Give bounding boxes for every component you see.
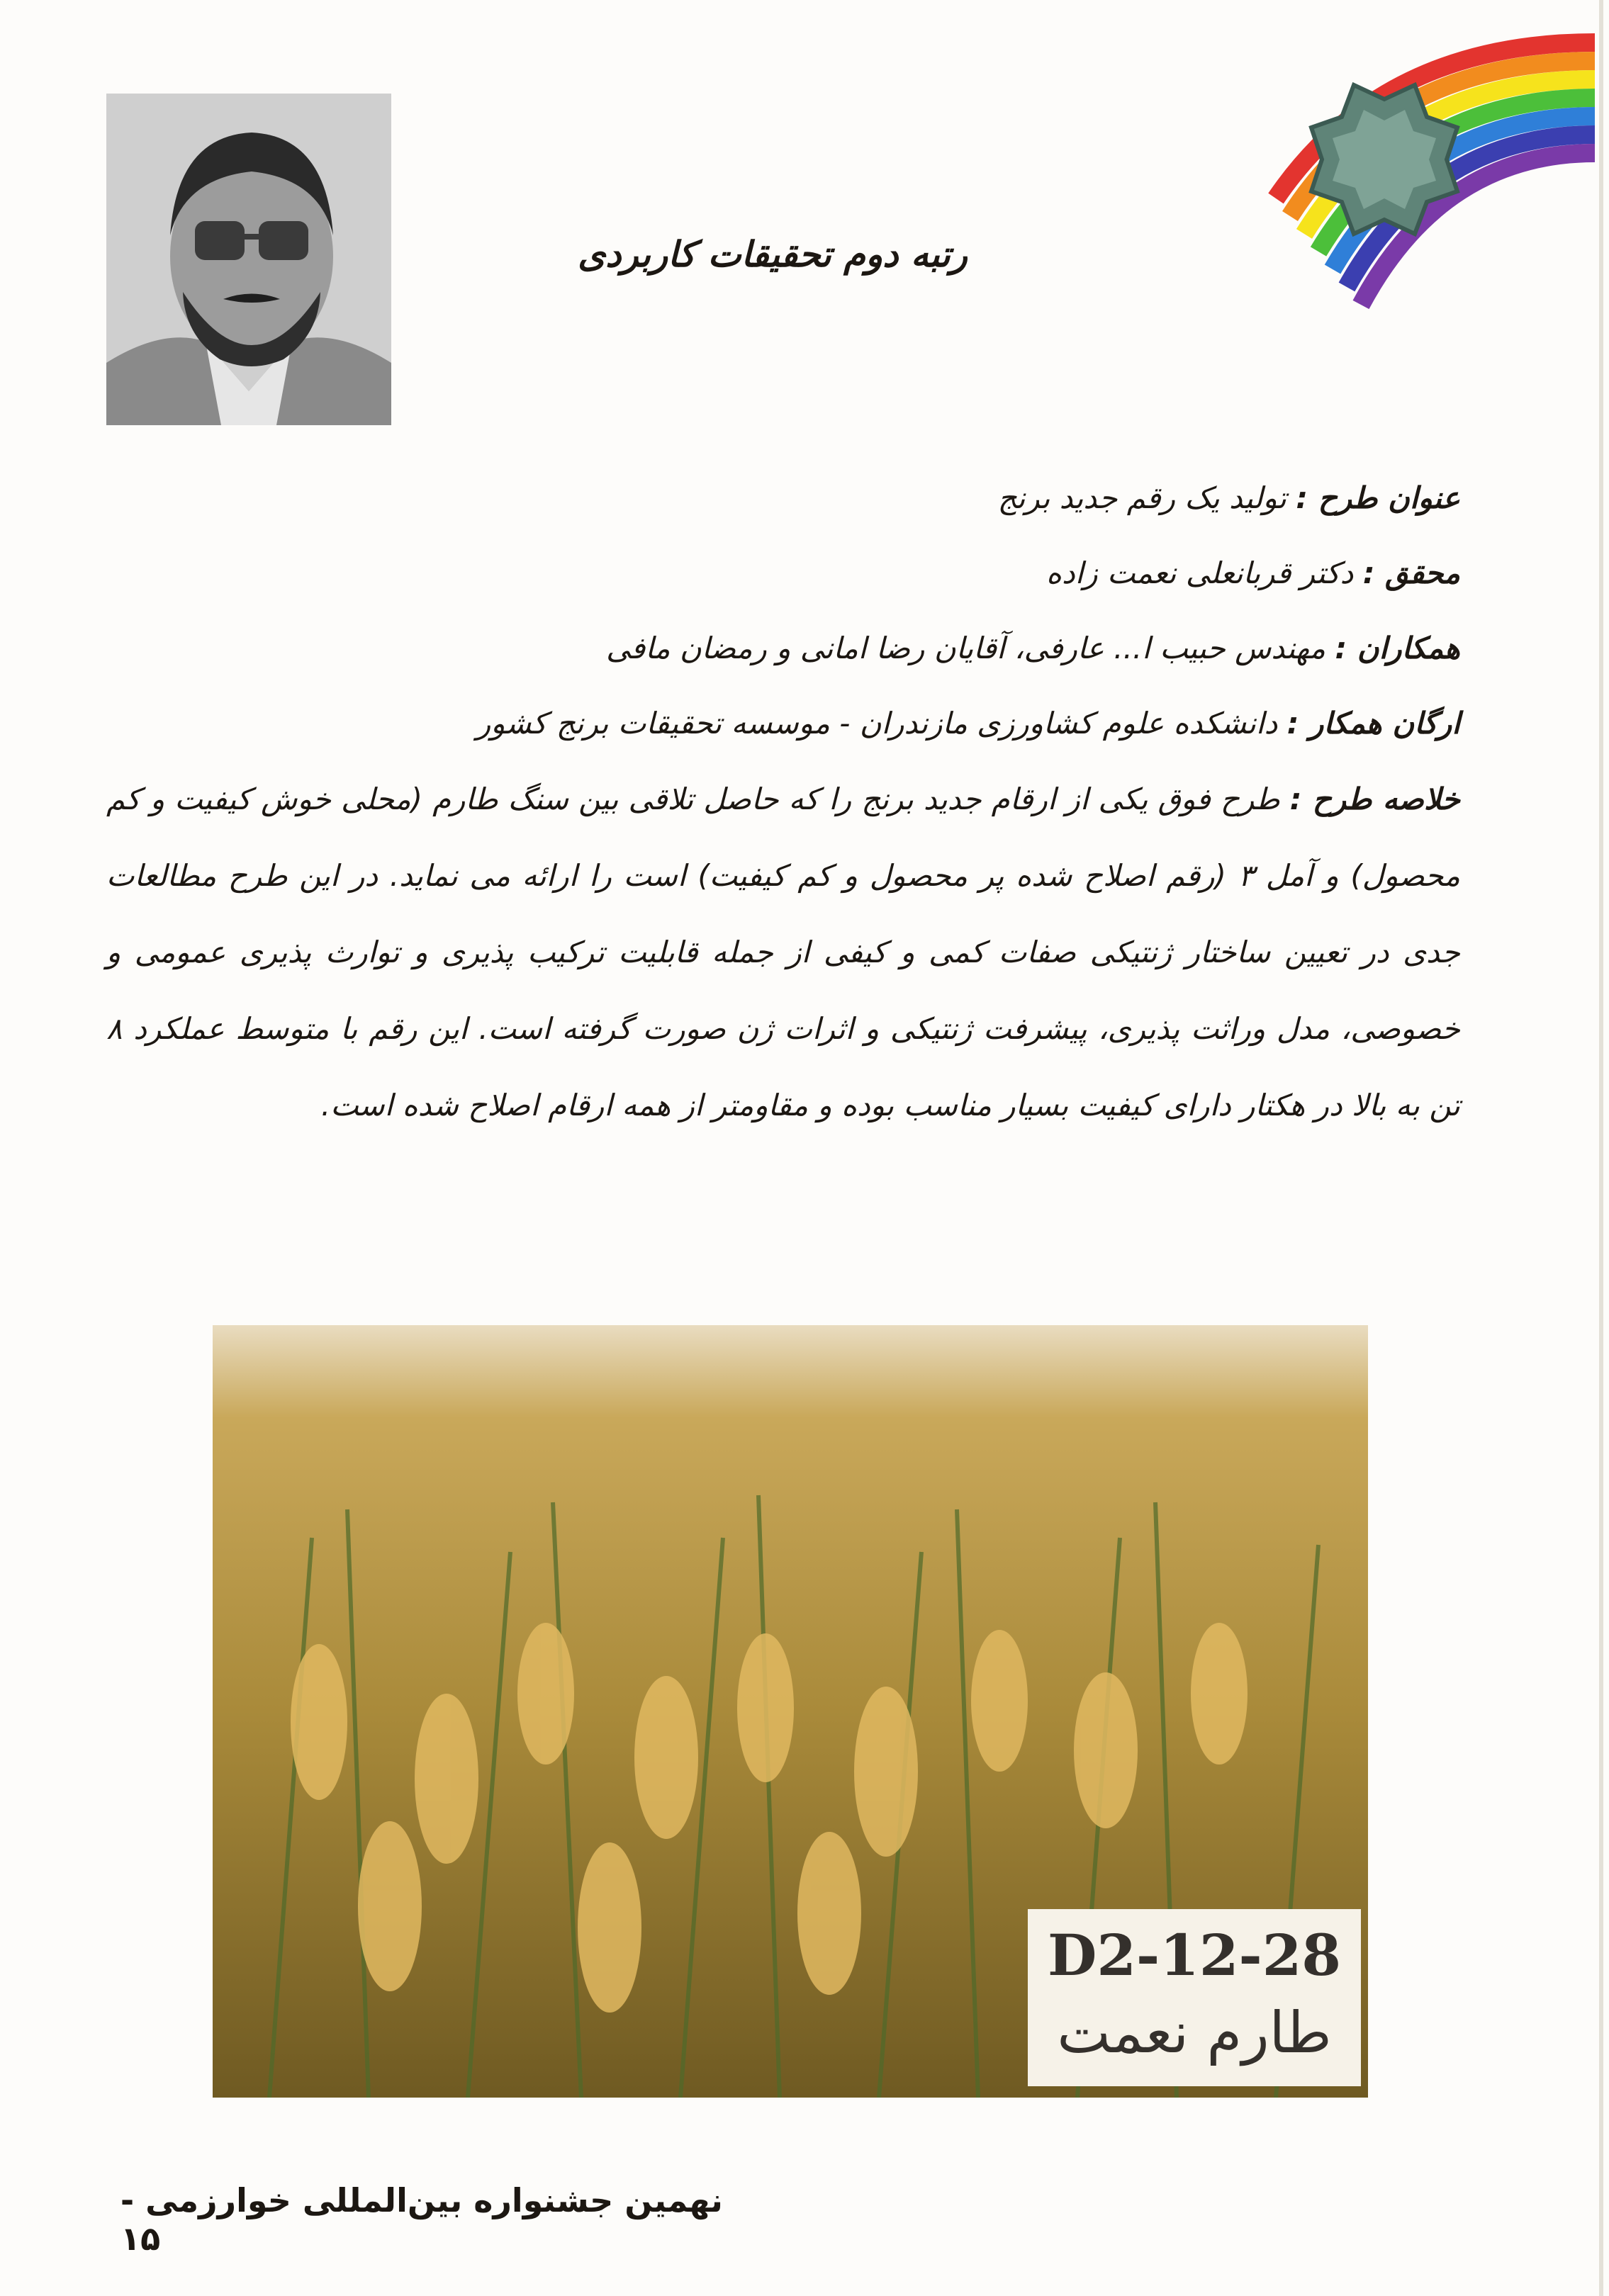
field-label: عنوان طرح : xyxy=(1296,480,1460,515)
festival-emblem-icon xyxy=(1198,14,1595,368)
field-label: محقق : xyxy=(1362,556,1460,590)
page-title: رتبه دوم تحقیقات کاربردی xyxy=(578,234,968,275)
colleagues-field xyxy=(106,611,1460,686)
researcher-field xyxy=(106,536,1460,611)
field-label: ارگان همکار : xyxy=(1286,706,1460,741)
summary-text: طرح فوق یکی از ارقام جدید برنج را که حاصل تلاقی بین سنگ طارم (محلی خوش کیفیت و کم محصول) و آمل ۳ (رقم اصلاح شده پر محصول و کم کیفیت) است را ارائه می نماید. در این طرح مطالعات جدی در تعیین ساختار ژنتیکی صفات کمی و کیفی از جمله قابلیت ترکیب پذیری و توارث پذیری عمومی و خصوصی، مدل وراثت پذیری، پیشرفت ژنتیکی و اثرات ژن صورت گرفته است. این رقم با متوسط عملکرد ۸ تن به بالا در هکتار دارای کیفیت بسیار مناسب بوده و مقاومتر از همه ارقام اصلاح شده است. xyxy=(106,782,1461,1122)
field-value: دکتر قربانعلی نعمت زاده xyxy=(1045,556,1354,590)
field-value: مهندس حبیب ا... عارفی، آقایان رضا امانی و رمضان مافی xyxy=(606,631,1325,665)
partner-organization-field xyxy=(106,686,1460,761)
variety-name: طارم نعمت xyxy=(1057,2000,1332,2066)
project-details xyxy=(106,461,1460,1144)
field-value: دانشکده علوم کشاورزی مازندران - موسسه تحقیقات برنج کشور xyxy=(476,706,1278,741)
variety-code: D2-12-28 xyxy=(1047,1922,1342,1988)
project-summary xyxy=(106,761,1460,1144)
rice-field-photo xyxy=(213,1325,1368,2098)
project-title-field xyxy=(106,461,1460,536)
field-value: تولید یک رقم جدید برنج xyxy=(997,480,1286,515)
researcher-portrait xyxy=(106,94,391,425)
field-label: همکاران : xyxy=(1335,631,1460,665)
page-edge xyxy=(1599,0,1603,2296)
photo-variety-label xyxy=(1028,1909,1361,2086)
page-footer: نهمین جشنواره بین‌المللی خوارزمی - ۱۵ xyxy=(120,2181,723,2258)
summary-label: خلاصه طرح : xyxy=(1289,782,1460,816)
